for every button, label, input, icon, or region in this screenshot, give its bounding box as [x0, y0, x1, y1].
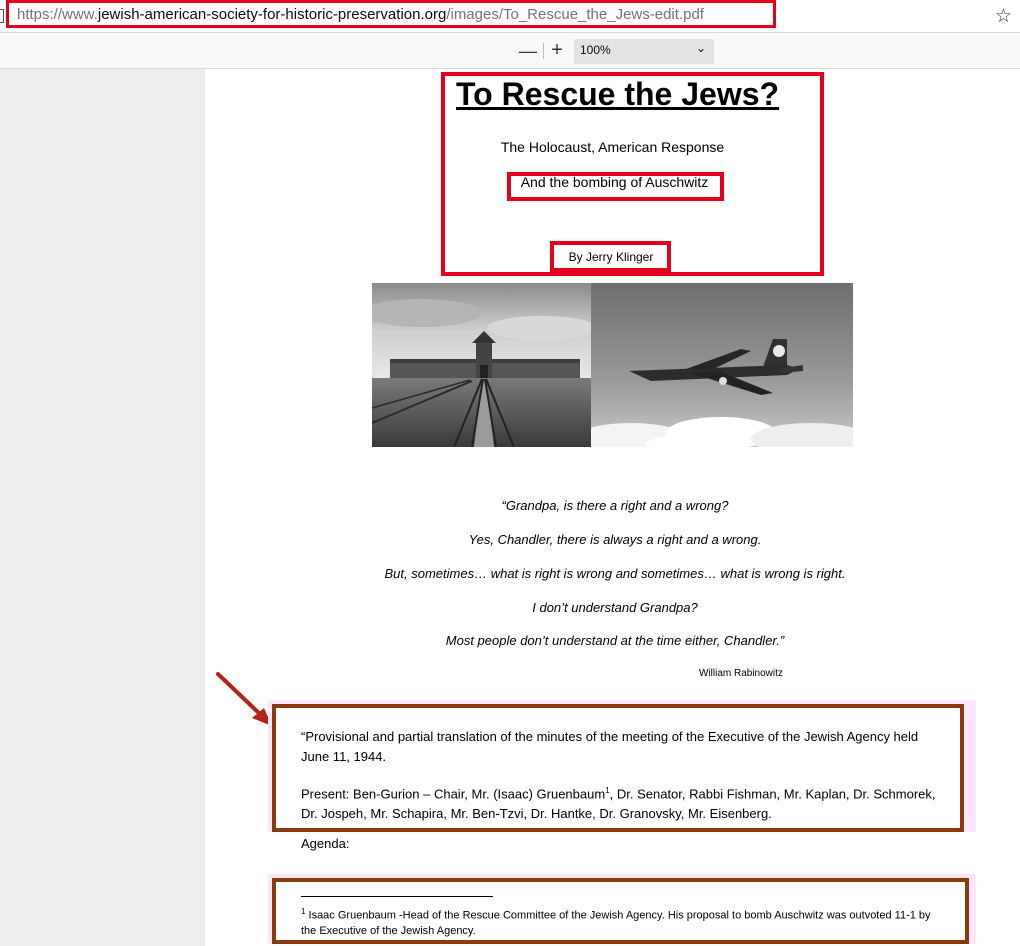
pdf-toolbar	[0, 33, 1020, 69]
present-list-start: Present: Ben-Gurion – Chair, Mr. (Isaac) Gruenbaum	[301, 786, 606, 802]
zoom-in-button[interactable]: +	[551, 39, 563, 61]
document-subtitle-2: And the bombing of Auschwitz	[520, 174, 709, 190]
url-path: /images/To_Rescue_the_Jews-edit.pdf	[446, 5, 704, 23]
bomber-aircraft-photo	[591, 283, 853, 447]
quote-line-2: Yes, Chandler, there is always a right and a wrong.	[468, 532, 762, 547]
quote-line-5: Most people don’t understand at the time either, Chandler.”	[445, 633, 785, 648]
quote-line-4: I don’t understand Grandpa?	[532, 600, 698, 615]
quote-line-1: “Grandpa, is there a right and a wrong?	[501, 498, 729, 513]
site-info-icon[interactable]	[0, 9, 4, 23]
footnote-reference[interactable]: 1	[605, 786, 610, 795]
viewer-background-left	[0, 69, 205, 946]
footnote-mark: 1	[301, 907, 306, 916]
url-scheme: https://www.	[17, 5, 98, 23]
agenda-heading: Agenda:	[301, 836, 350, 851]
footnote	[301, 904, 941, 939]
toolbar-separator	[543, 43, 544, 59]
annotation-arrow-icon	[212, 668, 276, 730]
minutes-intro: “Provisional and partial translation of the minutes of the meeting of the Executive of the Jewish Agency held June 11, 1944.	[301, 729, 919, 764]
present-list	[301, 781, 941, 824]
zoom-out-button[interactable]: —	[519, 41, 537, 61]
quote-attribution: William Rabinowitz	[699, 668, 783, 679]
camp-gate-photo	[372, 283, 591, 447]
document-subtitle: The Holocaust, American Response	[500, 139, 725, 155]
footnote-rule	[301, 896, 493, 897]
footnote-text: Isaac Gruenbaum -Head of the Rescue Committee of the Jewish Agency. His proposal to bomb Auschwitz was outvoted 11-1 by the Executive of the Jewish Agency.	[301, 909, 931, 937]
zoom-level-value: 100%	[580, 43, 611, 57]
url-field[interactable]	[6, 0, 776, 28]
quote-line-3: But, sometimes… what is right is wrong and sometimes… what is wrong is right.	[384, 566, 846, 581]
star-icon[interactable]: ☆	[994, 6, 1012, 27]
url-host: jewish-american-society-for-historic-preservation.org	[97, 5, 447, 23]
document-author: By Jerry Klinger	[568, 250, 654, 264]
document-title: To Rescue the Jews?	[456, 76, 780, 112]
zoom-select[interactable]	[574, 39, 714, 64]
chevron-down-icon: ⌄	[695, 41, 706, 55]
browser-url-bar	[0, 0, 1020, 33]
present-list-rest: , Dr. Senator, Rabbi Fishman, Mr. Kaplan, Dr. Schmorek, Dr. Jospeh, Mr. Schapira, Mr. Ben-Tzvi, Dr. Hantke, Dr. Granovsky, Mr. Eisenberg.	[301, 786, 936, 822]
